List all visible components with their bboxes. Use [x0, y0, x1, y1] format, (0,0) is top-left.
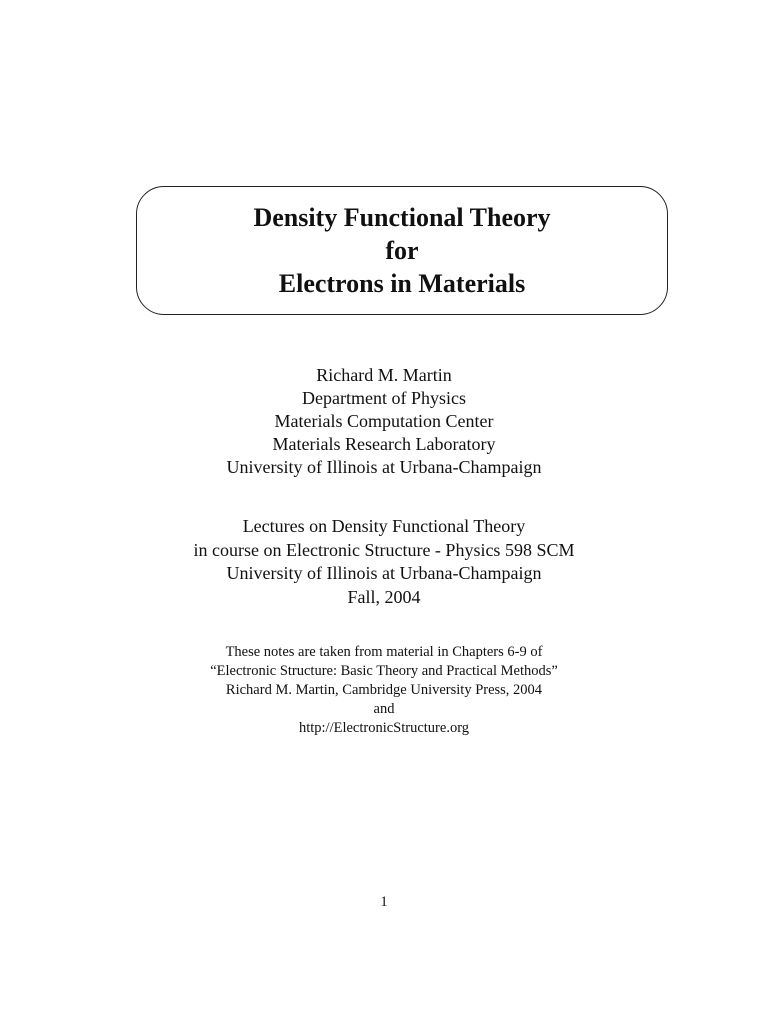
author-affiliation-block — [0, 364, 768, 479]
notes-website: http://ElectronicStructure.org — [298, 720, 470, 736]
title-line-2: for — [385, 236, 419, 265]
lecture-info-block — [0, 515, 768, 609]
lecture-title: Lectures on Density Functional Theory — [242, 516, 526, 536]
notes-book-title: “Electronic Structure: Basic Theory and Practical Methods” — [210, 663, 558, 679]
lecture-university: University of Illinois at Urbana-Champaign — [226, 563, 542, 583]
author-center: Materials Computation Center — [274, 411, 494, 431]
title-line-1: Density Functional Theory — [253, 203, 551, 232]
lecture-term: Fall, 2004 — [347, 586, 421, 607]
source-notes-block — [0, 643, 768, 738]
title-box — [136, 186, 668, 315]
author-name: Richard M. Martin — [316, 365, 452, 385]
author-university: University of Illinois at Urbana-Champaign — [226, 457, 542, 477]
title-line-3: Electrons in Materials — [278, 269, 526, 298]
author-laboratory: Materials Research Laboratory — [272, 434, 496, 454]
notes-publisher: Richard M. Martin, Cambridge University Press, 2004 — [225, 682, 543, 698]
page-number: 1 — [380, 894, 388, 910]
notes-and: and — [373, 701, 395, 717]
lecture-course: in course on Electronic Structure - Physics 598 SCM — [193, 539, 575, 560]
notes-line-1: These notes are taken from material in Chapters 6-9 of — [225, 644, 543, 660]
author-department: Department of Physics — [302, 388, 466, 408]
